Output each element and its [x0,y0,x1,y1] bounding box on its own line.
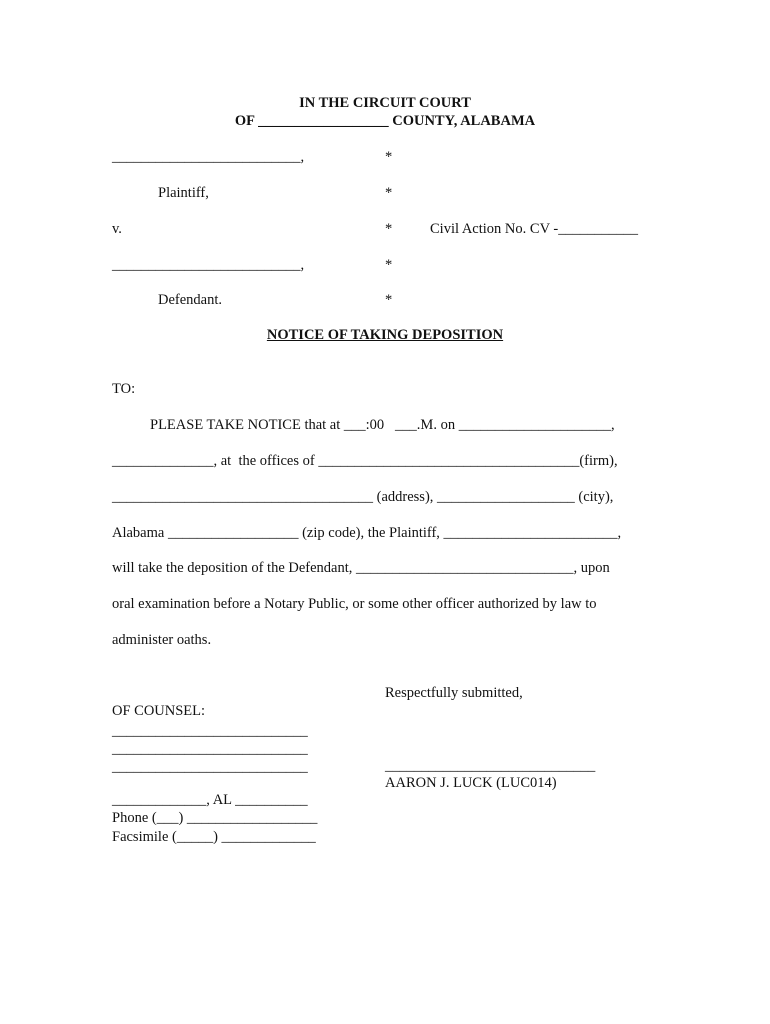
caption-separator: * [385,185,393,201]
plaintiff-name-blank: __________________________, [112,149,305,165]
body-line-2: ______________, at the offices of ____________________________________(firm), [112,453,618,469]
attorney-name: AARON J. LUCK (LUC014) [385,775,557,791]
body-line-6: oral examination before a Notary Public, or some other officer authorized by law to [112,596,597,612]
counsel-city-line: _____________, AL __________ [112,792,308,808]
of-counsel-label: OF COUNSEL: [112,703,206,719]
to-label: TO: [112,381,136,397]
caption-separator: * [385,221,393,237]
signature-line: _____________________________ [385,758,596,774]
defendant-label: Defendant. [158,292,223,308]
court-heading: IN THE CIRCUIT COURT [299,95,471,111]
caption-separator: * [385,257,393,273]
counsel-line-3: ___________________________ [112,759,308,775]
body-line-7: administer oaths. [112,632,212,648]
counsel-line-1: ___________________________ [112,723,308,739]
body-line-5: will take the deposition of the Defendant, ______________________________, upon [112,560,610,576]
counsel-facsimile: Facsimile (_____) _____________ [112,829,316,845]
caption-separator: * [385,149,393,165]
civil-action-number: Civil Action No. CV -___________ [430,221,638,237]
closing: Respectfully submitted, [385,685,523,701]
defendant-name-blank: __________________________, [112,257,305,273]
plaintiff-label: Plaintiff, [158,185,209,201]
counsel-line-2: ___________________________ [112,741,308,757]
document-title: NOTICE OF TAKING DEPOSITION [266,327,504,343]
caption-separator: * [385,292,393,308]
body-line-1: PLEASE TAKE NOTICE that at ___:00 ___.M. on _____________________, [150,417,615,433]
versus-label: v. [112,221,122,237]
county-heading: OF __________________ COUNTY, ALABAMA [234,113,536,129]
body-line-3: ____________________________________ (address), ___________________ (city), [112,489,614,505]
body-line-4: Alabama __________________ (zip code), the Plaintiff, ________________________, [112,525,622,541]
counsel-phone: Phone (___) __________________ [112,810,318,826]
